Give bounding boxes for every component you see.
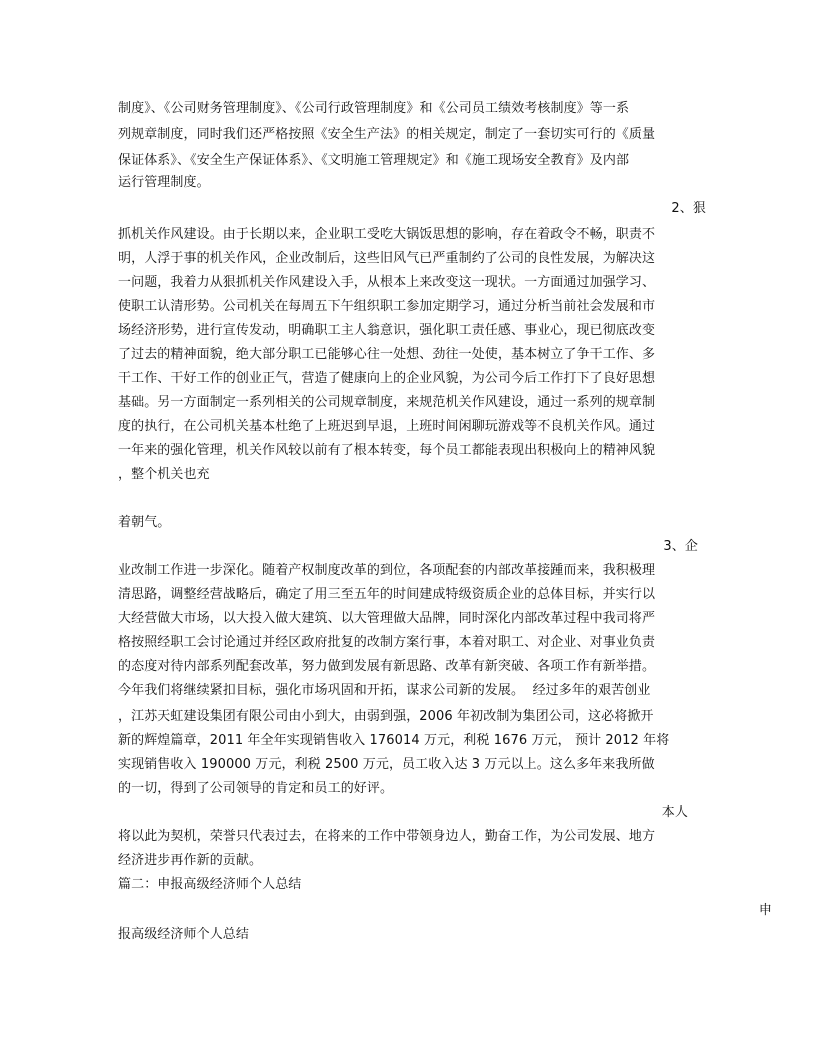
paragraph-line: 业改制工作进一步深化。随着产权制度改革的到位，各项配套的内部改革接踵而来，我积极理 (118, 563, 656, 578)
paragraph-line: 了过去的精神面貌，绝大部分职工已能够心往一处想、劲往一处使，基本树立了争干工作、多 (118, 347, 656, 362)
paragraph-lead-in: 本人 (661, 805, 688, 820)
paragraph-line: 度的执行，在公司机关基本杜绝了上班迟到早退，上班时间闲聊玩游戏等不良机关作风。通过 (118, 419, 656, 434)
paragraph-line: 一年来的强化管理，机关作风较以前有了根本转变，每个员工都能表现出积极向上的精神风貌 (118, 443, 656, 458)
paragraph-line: 抓机关作风建设。由于长期以来，企业职工受吃大锅饭思想的影响，存在着政令不畅，职责不 (118, 227, 656, 242)
paragraph-line: 实现销售收入 190000 万元，利税 2500 万元，员工收入达 3 万元以上。这么多年来我所做 (118, 757, 655, 772)
paragraph-line: 干工作、干好工作的创业正气，营造了健康向上的企业风貌，为公司今后工作打下了良好思想 (118, 371, 656, 386)
paragraph-line: ，江苏天虹建设集团有限公司由小到大，由弱到强，2006 年初改制为集团公司，这必将掀开 (118, 709, 654, 724)
paragraph-line: 大经营做大市场，以大投入做大建筑、以大管理做大品牌，同时深化内部改革过程中我司将严 (118, 611, 656, 626)
section-heading: 报高级经济师个人总结 (118, 927, 250, 942)
paragraph-line: 格按照经职工会讨论通过并经区政府批复的改制方案行事，本着对职工、对企业、对事业负责 (118, 635, 656, 650)
heading-lead-in: 申 (758, 903, 772, 918)
paragraph-line: ，整个机关也充 (118, 467, 210, 482)
paragraph-line: 经济进步再作新的贡献。 (118, 853, 263, 868)
section-heading: 篇二：申报高级经济师个人总结 (118, 877, 302, 892)
paragraph-line: 一问题，我着力从狠抓机关作风建设入手，从根本上来改变这一现状。一方面通过加强学习、 (118, 275, 656, 290)
section-number: 2、狠 (671, 201, 706, 216)
paragraph-line: 新的辉煌篇章，2011 年全年实现销售收入 176014 万元，利税 1676 万元， 预计 2012 年将 (118, 733, 670, 748)
paragraph-line: 清思路，调整经营战略后，确定了用三至五年的时间建成特级资质企业的总体目标，并实行以 (118, 587, 656, 602)
paragraph-line: 基础。另一方面制定一系列相关的公司规章制度，来规范机关作风建设，通过一系列的规章制 (118, 395, 656, 410)
paragraph-line: 制度》、《公司财务管理制度》、《公司行政管理制度》和《公司员工绩效考核制度》等一系 (118, 101, 630, 116)
paragraph-line: 场经济形势，进行宣传发动，明确职工主人翁意识，强化职工责任感、事业心，现已彻底改变 (118, 323, 656, 338)
paragraph-line: 明，人浮于事的机关作风，企业改制后，这些旧风气已严重制约了公司的良性发展，为解决这 (118, 251, 656, 266)
paragraph-line: 运行管理制度。 (118, 175, 210, 190)
paragraph-line: 着朝气。 (118, 515, 171, 530)
paragraph-line: 的态度对待内部系列配套改革，努力做到发展有新思路、改革有新突破、各项工作有新举措。 (118, 659, 656, 674)
paragraph-line: 的一切，得到了公司领导的肯定和员工的好评。 (118, 781, 394, 796)
paragraph-line: 将以此为契机，荣誉只代表过去，在将来的工作中带领身边人，勤奋工作，为公司发展、地方 (118, 829, 656, 844)
paragraph-line: 今年我们将继续紧扣目标，强化市场巩固和开拓，谋求公司新的发展。 经过多年的艰苦创业 (118, 683, 651, 698)
paragraph-line: 使职工认清形势。公司机关在每周五下午组织职工参加定期学习，通过分析当前社会发展和市 (118, 299, 656, 314)
section-number: 3、企 (663, 539, 698, 554)
paragraph-line: 保证体系》、《安全生产保证体系》、《文明施工管理规定》和《施工现场安全教育》及内部 (118, 153, 630, 168)
paragraph-line: 列规章制度，同时我们还严格按照《安全生产法》的相关规定，制定了一套切实可行的《质量 (118, 127, 656, 142)
